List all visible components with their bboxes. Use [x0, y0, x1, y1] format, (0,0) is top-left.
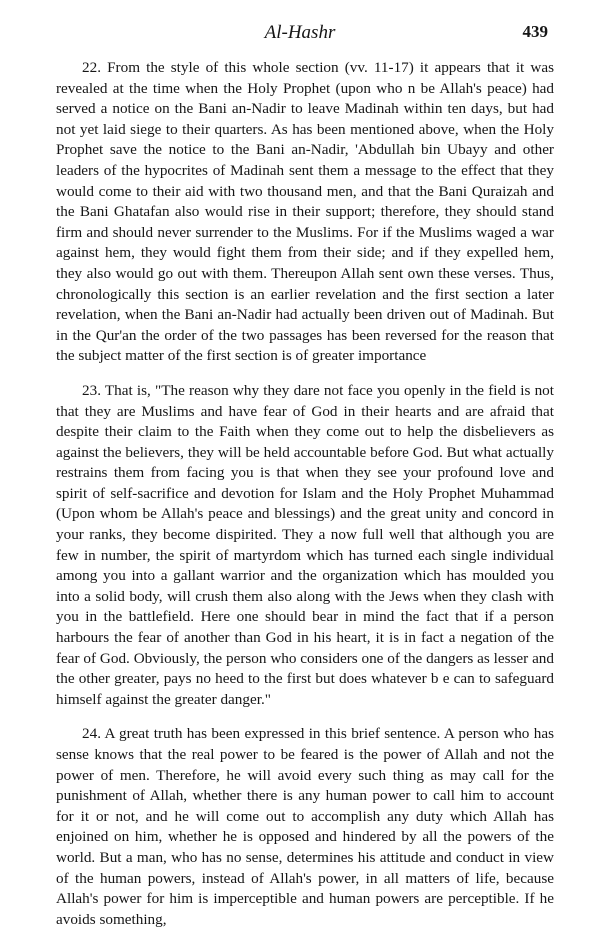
- footnote-24: 24. A great truth has been expressed in this brief sentence. A person who has sense knows that the real power to be feared is the power of Allah and not the power of men. Therefore, he will avoid every such thing as may call for the punishment of Allah, whether there is any human power to call him to account for it or not, and he will come out to accomplish any duty which Allah has enjoined on him, whether he is opposed and hindered by all the powers of the world. But a man, who has no sense, determines his attitude and conduct in view of the human powers, instead of Allah's power, in all matters of life, because Allah's power for him is imperceptible and human powers are perceptible. If he avoids something,: [56, 725, 554, 928]
- page-number: 439: [522, 22, 548, 41]
- page-header: [0, 22, 600, 46]
- page-body: [56, 58, 554, 944]
- footnote-22: 22. From the style of this whole section (vv. 11-17) it appears that it was revealed at the time when the Holy Prophet (upon who n be Allah's peace) had served a notice on the Bani an-Nadir to leave Madinah within ten days, but had not yet laid siege to their quarters. As has been mentioned above, when the Holy Prophet save the notice to the Bani an-Nadir, 'Abdullah bin Ubayy and other leaders of the hypocrites of Madinah sent them a message to the effect that they would come to their aid with two thousand men, and that the Bani Quraizah and the Bani Ghatafan also would rise in their support; therefore, they should stand firm and should never surrender to the Muslims. For if the Muslims waged a war against hem, they would fight them from their side; and if they expelled hem, they also would go out with them. Thereupon Allah sent own these verses. Thus, chronologically this section is an earlier revelation and the first section a later revelation, when the Bani an-Nadir had actually been driven out of Madinah. But in the Qur'an the order of the two passages has been reversed for the reason that the subject matter of the first section is of greater importance: [56, 59, 554, 365]
- running-title: Al-Hashr: [264, 22, 336, 43]
- footnote-23: 23. That is, "The reason why they dare not face you openly in the field is not that they are Muslims and have fear of God in their hearts and are afraid that despite their claim to the Faith when they come out to help the disbelievers as against the believers, they will be held accountable before God. But what actually restrains them from facing you is that when they see your profound love and spirit of self-sacrifice and devotion for Islam and the Holy Prophet Muhammad (Upon whom be Allah's peace and blessings) and the great unity and concord in your ranks, they become dispirited. They a now full well that although you are few in number, the spirit of martyrdom which has turned each single individual among you into a gallant warrior and the organization which has moulded you into a solid body, will crush them also along with the Jews when they clash with you in the battlefield. Here one should bear in mind the fact that if a person harbours the fear of another than God in his heart, it is in fact a negation of the fear of God. Obviously, the person who considers one of the dangers as lesser and the other greater, pays no heed to the first but does whatever b e can to safeguard himself against the greater danger.": [56, 381, 554, 708]
